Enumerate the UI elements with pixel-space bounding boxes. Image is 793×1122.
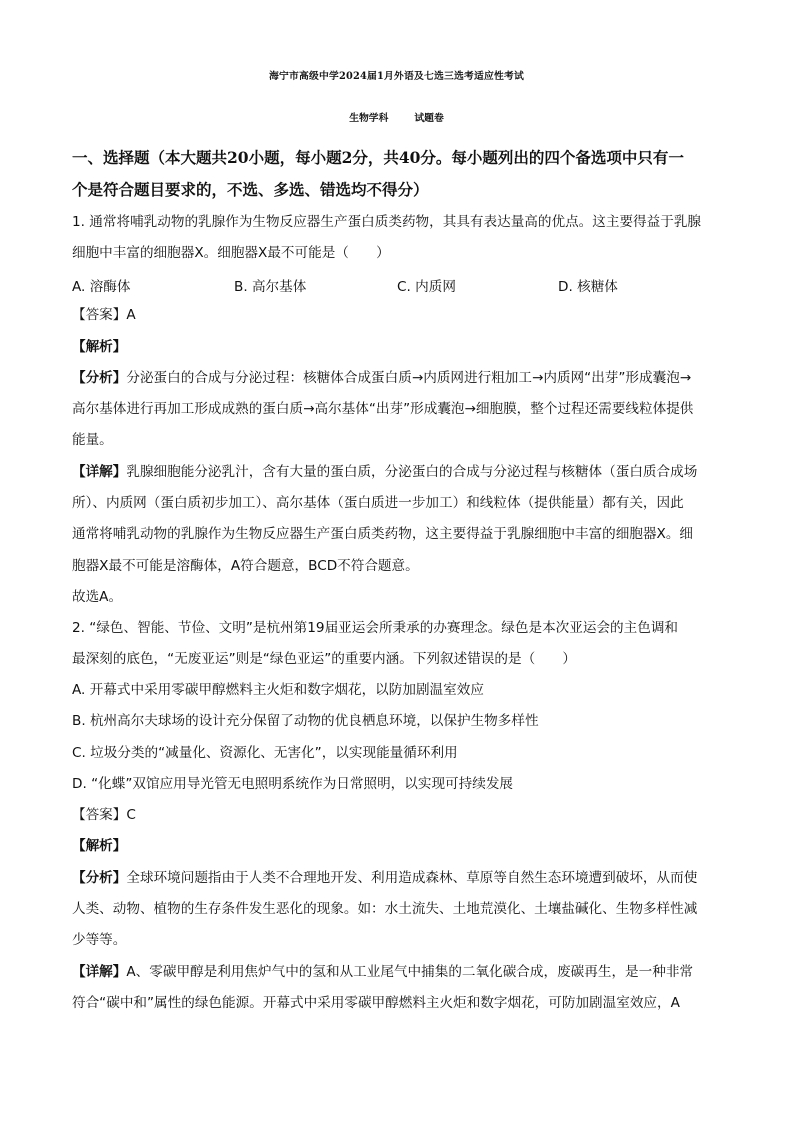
q1-option-b: B. 高尔基体 <box>234 279 307 295</box>
q2-xiangjie-label: 【详解】 <box>72 964 127 980</box>
q2-fenxi-label: 【分析】 <box>72 870 127 886</box>
q2-option-d: D. “化蝶”双馆应用导光管无电照明系统作为日常照明，以实现可持续发展 <box>72 776 514 792</box>
q1-xiangjie-line-4: 胞器X最不可能是溶酶体，A符合题意，BCD不符合题意。 <box>72 558 419 574</box>
q1-stem-line-2: 细胞中丰富的细胞器X。细胞器X最不可能是（ ） <box>72 245 390 261</box>
q2-answer: 【答案】C <box>72 807 136 823</box>
q2-jiexi-label: 【解析】 <box>72 838 127 854</box>
q2-option-a: A. 开幕式中采用零碳甲醇燃料主火炬和数字烟花，以防加剧温室效应 <box>72 682 484 698</box>
q2-fenxi-line-2: 人类、动物、植物的生存条件发生恶化的现象。如：水土流失、土地荒漠化、土壤盐碱化、生物多样性减 <box>72 901 698 917</box>
q1-conclusion: 故选A。 <box>72 589 123 605</box>
document-subtitle <box>0 110 793 124</box>
section-heading-line-1: 一、选择题（本大题共20小题，每小题2分，共40分。每小题列出的四个备选项中只有一 <box>72 148 684 167</box>
q1-xiangjie-line-2: 所）、内质网（蛋白质初步加工）、高尔基体（蛋白质进一步加工）和线粒体（提供能量）都有关，因此 <box>72 495 684 511</box>
q1-fenxi-text-1: 分泌蛋白的合成与分泌过程：核糖体合成蛋白质→内质网进行粗加工→内质网“出芽”形成囊泡→ <box>126 370 692 386</box>
q1-option-a: A. 溶酶体 <box>72 279 131 295</box>
q2-fenxi-line-1 <box>72 868 697 888</box>
q2-stem-line-1: 2. “绿色、智能、节俭、文明”是杭州第19届亚运会所秉承的办赛理念。绿色是本次亚运会的主色调和 <box>72 620 679 636</box>
q1-option-d: D. 核糖体 <box>558 279 618 295</box>
q1-option-c: C. 内质网 <box>397 279 456 295</box>
section-heading-line-2: 个是符合题目要求的，不选、多选、错选均不得分） <box>72 180 429 199</box>
document-title: 海宁市高级中学2024届1月外语及七选三选考适应性考试 <box>268 71 524 82</box>
q2-xiangjie-text-1: A、零碳甲醇是利用焦炉气中的氢和从工业尾气中捕集的二氧化碳合成，废碳再生，是一种非常 <box>126 964 694 980</box>
q1-stem-line-1: 1. 通常将哺乳动物的乳腺作为生物反应器生产蛋白质类药物，其具有表达量高的优点。这主要得益于乳腺 <box>72 214 702 230</box>
q1-xiangjie-label: 【详解】 <box>72 464 127 480</box>
q1-fenxi-line-3: 能量。 <box>72 432 113 448</box>
q1-jiexi-label: 【解析】 <box>72 339 127 355</box>
q2-stem-line-2: 最深刻的底色，“无废亚运”则是“绿色亚运”的重要内涵。下列叙述错误的是（ ） <box>72 651 576 667</box>
q1-fenxi-line-2: 高尔基体进行再加工形成成熟的蛋白质→高尔基体“出芽”形成囊泡→细胞膜，整个过程还需要线粒体提供 <box>72 401 694 417</box>
q2-xiangjie-line-1 <box>72 962 693 982</box>
q1-xiangjie-line-1 <box>72 462 697 482</box>
q2-option-c: C. 垃圾分类的“减量化、资源化、无害化”，以实现能量循环利用 <box>72 745 458 761</box>
subject-label: 生物学科 <box>349 113 389 124</box>
q1-fenxi-label: 【分析】 <box>72 370 127 386</box>
q2-xiangjie-line-2: 符合“碳中和”属性的绿色能源。开幕式中采用零碳甲醇燃料主火炬和数字烟花，可防加剧温室效应，A <box>72 995 680 1011</box>
q1-xiangjie-line-3: 通常将哺乳动物的乳腺作为生物反应器生产蛋白质类药物，这主要得益于乳腺细胞中丰富的细胞器X。细 <box>72 526 694 542</box>
paper-label: 试题卷 <box>414 113 444 124</box>
q2-fenxi-text-1: 全球环境问题指由于人类不合理地开发、利用造成森林、草原等自然生态环境遭到破坏，从而使 <box>126 870 698 886</box>
q2-fenxi-line-3: 少等等。 <box>72 932 127 948</box>
q1-xiangjie-text-1: 乳腺细胞能分泌乳汁，含有大量的蛋白质，分泌蛋白的合成与分泌过程与核糖体（蛋白质合成场 <box>126 464 698 480</box>
q2-option-b: B. 杭州高尔夫球场的设计充分保留了动物的优良栖息环境，以保护生物多样性 <box>72 713 539 729</box>
q1-answer: 【答案】A <box>72 307 136 323</box>
q1-fenxi-line-1 <box>72 368 691 388</box>
